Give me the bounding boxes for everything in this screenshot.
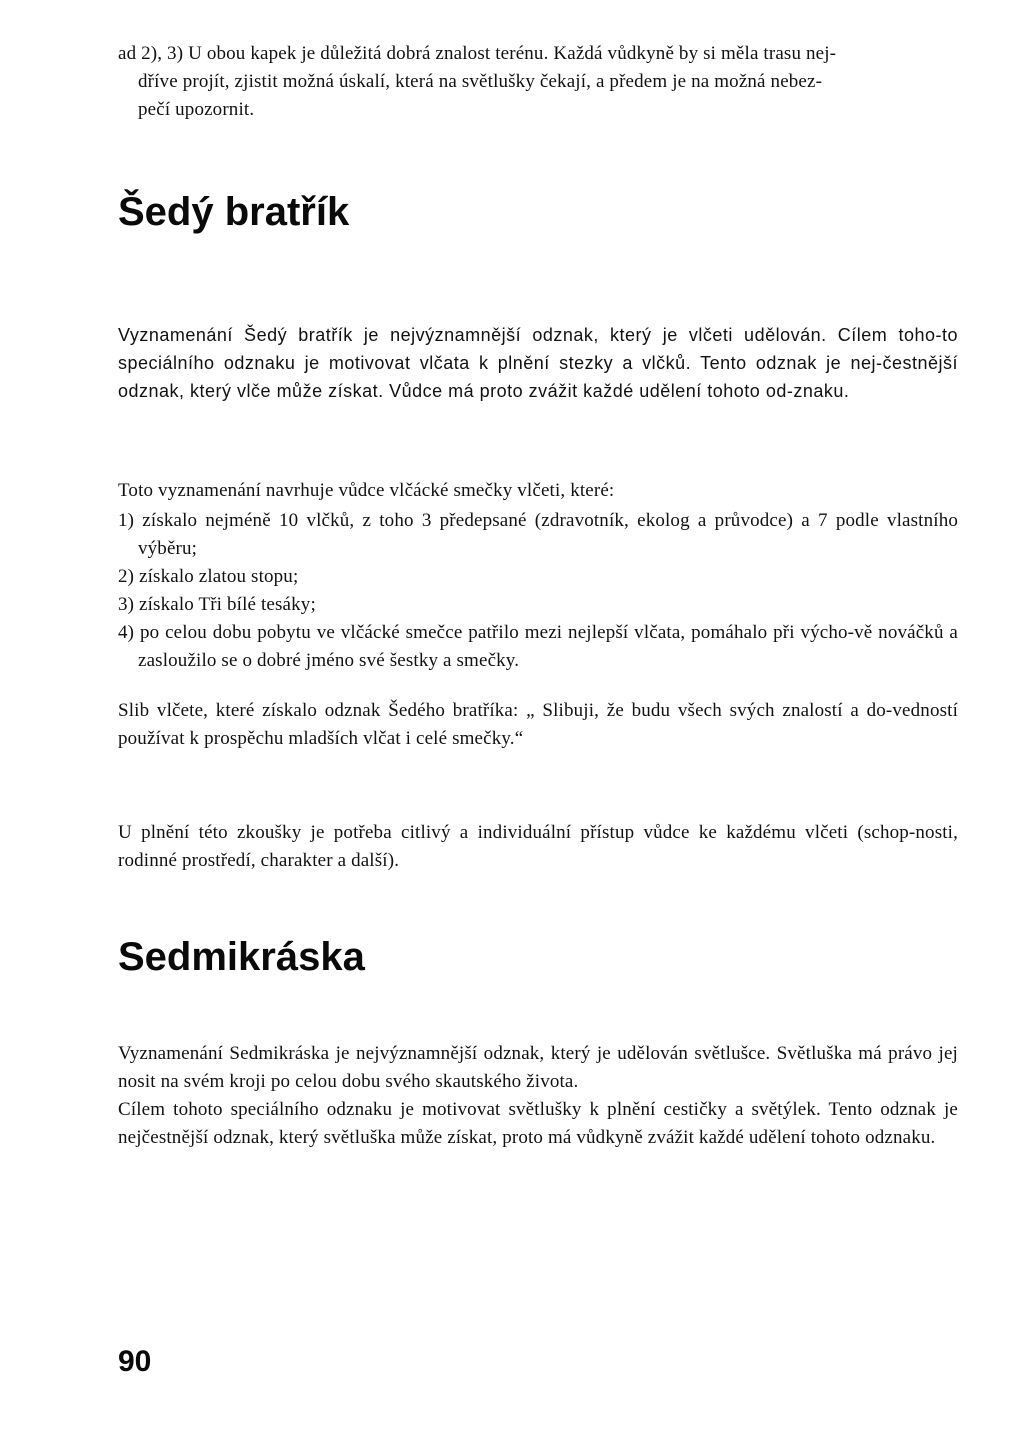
criteria-item-3: 3) získalo Tři bílé tesáky; [118,594,316,615]
criteria-item-2: 2) získalo zlatou stopu; [118,566,299,587]
criteria-intro: Toto vyznamenání navrhuje vůdce vlčácké smečky vlčeti, které: [118,480,615,501]
intro-block [118,40,958,124]
sedmikraska-goal: Cílem tohoto speciálního odznaku je motivovat světlušky k plnění cestičky a světýlek. Tento odznak je nejčestnější odznak, který světluška může získat, proto má vůdkyně zvážit každé udělení tohoto odznaku. [118,1099,958,1148]
criteria-item-1: 1) získalo nejméně 10 vlčků, z toho 3 předepsané (zdravotník, ekolog a průvodce) a 7 podle vlastního výběru; [118,510,958,559]
criteria-item-4: 4) po celou dobu pobytu ve vlčácké smečce patřilo mezi nejlepší vlčata, pomáhalo při výcho-vě nováčků a zasloužilo se o dobré jméno své šestky a smečky. [118,622,958,671]
sedmikraska-description: Vyznamenání Sedmikráska je nejvýznamnější odznak, který je udělován světlušce. Světluška má právo jej nosit na svém kroji po celou dobu svého skautského života. [118,1043,958,1092]
intro-line-1: ad 2), 3) U obou kapek je důležitá dobrá znalost terénu. Každá vůdkyně by si měla trasu nej- [118,43,837,64]
heading-sedmikraska: Sedmikráska [118,935,365,979]
page-number: 90 [118,1345,152,1378]
heading-sedy-bratrik: Šedý bratřík [118,190,350,234]
sedy-bratrik-description: Vyznamenání Šedý bratřík je nejvýznamnější odznak, který je vlčeti udělován. Cílem toho-to speciálního odznaku je motivovat vlčata k plnění stezky a vlčků. Tento odznak je nej-čestnější odznak, který vlče může získat. Vůdce má proto zvážit každé udělení tohoto od-znaku. [118,325,958,401]
promise-text: Slib vlčete, které získalo odznak Šedého bratříka: „ Slibuji, že budu všech svých znalostí a do-vedností používat k prospěchu mladších vlčat i celé smečky.“ [118,700,958,749]
page-content [118,40,958,1152]
criteria-list [118,507,958,675]
intro-line-3: pečí upozornit. [138,99,255,120]
approach-note: U plnění této zkoušky je potřeba citlivý a individuální přístup vůdce ke každému vlčeti (schop-nosti, rodinné prostředí, charakter a další). [118,822,958,871]
intro-line-2: dříve projít, zjistit možná úskalí, která na světlušky čekají, a předem je na možná nebez- [138,71,823,92]
